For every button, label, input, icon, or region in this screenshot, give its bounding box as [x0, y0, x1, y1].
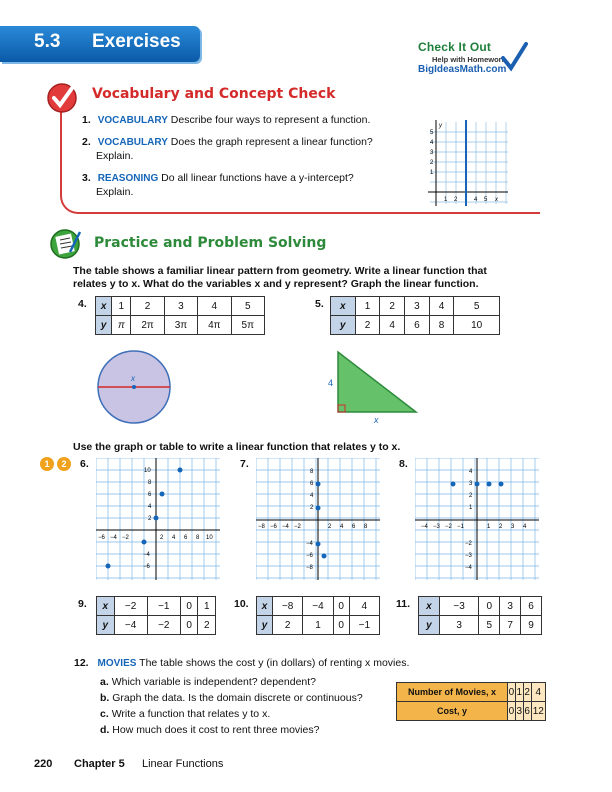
vocab-graph-tick: 3: [430, 150, 434, 156]
table-header: y: [97, 616, 115, 635]
exercise-keyword: VOCABULARY: [97, 137, 168, 148]
table-cell: 4: [429, 297, 454, 316]
table-cell: 3: [405, 297, 430, 316]
part-text: Which variable is independent? dependent?: [111, 676, 317, 688]
table-cell: 3π: [164, 316, 197, 335]
graph-tick: −8: [258, 524, 265, 530]
table-cell: 0: [508, 683, 516, 702]
graph-tick: −2: [294, 524, 301, 530]
table-cell: 0: [333, 597, 349, 616]
exercise-12: [74, 657, 409, 670]
vocab-graph-x-label: x: [495, 197, 498, 203]
table-cell: −2: [114, 597, 147, 616]
table-cell: −1: [349, 616, 379, 635]
exercise-11-number: 11.: [396, 598, 411, 610]
check-it-out-site: BigIdeasMath: [418, 64, 484, 75]
table-cell: −8: [273, 597, 303, 616]
vocab-graph-tick: 1: [430, 170, 434, 176]
exercise-5-number: 5.: [315, 298, 324, 310]
table-cell: 5: [479, 616, 500, 635]
table-cell: 6: [521, 597, 542, 616]
table-cell: 0: [180, 597, 198, 616]
graph-tick: 2: [328, 524, 332, 530]
table-cell: 6: [405, 316, 430, 335]
table-cell: 3: [439, 616, 478, 635]
graph-tick: −3: [433, 524, 440, 530]
exercise-keyword: VOCABULARY: [97, 115, 168, 126]
vocab-graph-tick: 5: [430, 130, 434, 136]
table-cell: −1: [147, 597, 180, 616]
table-cell: 1: [303, 616, 333, 635]
table-cell: 7: [500, 616, 521, 635]
table-cell: 2: [380, 297, 405, 316]
graph-tick: −6: [98, 535, 105, 541]
part-text: Write a function that relates y to x.: [111, 708, 271, 720]
table-cell: 4: [380, 316, 405, 335]
table-cell: 9: [521, 616, 542, 635]
graph-tick: 6: [352, 524, 356, 530]
exercise-3: [82, 172, 354, 185]
exercise-9-table: [96, 596, 216, 635]
graph-tick: 3: [469, 481, 473, 487]
table-cell: 2: [273, 616, 303, 635]
graph-tick: −6: [306, 553, 313, 559]
graph-tick: 4: [310, 493, 314, 499]
table-cell: 0: [180, 616, 198, 635]
graph-tick: 10: [144, 468, 151, 474]
graph-tick: −6: [270, 524, 277, 530]
table-cell: 8: [429, 316, 454, 335]
exercise-10-number: 10.: [234, 598, 249, 610]
graph-tick: −4: [306, 541, 313, 547]
part-text: How much does it cost to rent three movies?: [112, 724, 320, 736]
exercise-keyword: MOVIES: [97, 658, 137, 669]
table-header: y: [419, 616, 440, 635]
exercise-9-number: 9.: [78, 598, 87, 610]
table-header: x: [331, 297, 356, 316]
exercise-number: 3.: [82, 172, 91, 184]
exercise-4-number: 4.: [78, 298, 87, 310]
section-number: 5.3: [34, 31, 61, 52]
table-cell: 2π: [131, 316, 164, 335]
exercise-number: 2.: [82, 136, 91, 148]
practice-instructions-1: The table shows a familiar linear pattern from geometry. Write a linear function that: [73, 265, 487, 277]
table-cell: 3: [500, 597, 521, 616]
table-header: x: [97, 597, 115, 616]
table-cell: 2: [198, 616, 216, 635]
table-cell: 2: [131, 297, 164, 316]
vocab-graph-tick: 4: [474, 197, 478, 203]
table-header: x: [419, 597, 440, 616]
check-it-out-logo: Check It Out: [418, 40, 492, 54]
graph-tick: 6: [184, 535, 188, 541]
exercise-12c: [100, 708, 270, 721]
graph-tick: 1: [487, 524, 491, 530]
graph-tick: −2: [465, 541, 472, 547]
vocab-graph-tick: 2: [430, 160, 434, 166]
example-badge-1[interactable]: 1: [40, 457, 54, 471]
vocab-graph-tick: 4: [430, 140, 434, 146]
movies-table: [396, 682, 546, 721]
exercise-11-table: [418, 596, 542, 635]
table-cell: 10: [454, 316, 500, 335]
table-cell: −3: [439, 597, 478, 616]
graph-tick: 4: [148, 504, 152, 510]
table-header: y: [96, 316, 112, 335]
table-cell: 0: [479, 597, 500, 616]
table-cell: −2: [147, 616, 180, 635]
table-cell: −4: [114, 616, 147, 635]
practice-icon: [48, 226, 84, 260]
graph-tick: 1: [469, 505, 473, 511]
triangle-base-label: x: [374, 415, 379, 425]
table-header: y: [331, 316, 356, 335]
graph-tick: −2: [445, 524, 452, 530]
graph-tick: 3: [511, 524, 515, 530]
graph-tick: −4: [421, 524, 428, 530]
table-header: Cost, y: [397, 702, 508, 721]
exercise-text: Does the graph represent a linear function?: [170, 136, 373, 148]
circle-diameter-label: x: [131, 374, 135, 383]
exercise-6-number: 6.: [80, 458, 89, 470]
table-cell: 1: [198, 597, 216, 616]
exercise-2-cont: Explain.: [96, 150, 134, 162]
exercise-8-graph: [415, 458, 539, 580]
graph-tick: 6: [310, 481, 314, 487]
chapter-label: Chapter 5: [74, 758, 125, 770]
checkmark-icon: [500, 40, 528, 74]
practice-instructions-3: Use the graph or table to write a linear function that relates y to x.: [73, 441, 401, 453]
graph-tick: 2: [160, 535, 164, 541]
part-letter: b.: [100, 692, 110, 704]
exercise-12b: [100, 692, 363, 705]
graph-tick: 4: [523, 524, 527, 530]
table-header: Number of Movies, x: [397, 683, 508, 702]
table-cell: 1: [515, 683, 523, 702]
part-letter: c.: [100, 708, 109, 720]
table-cell: 2: [355, 316, 380, 335]
table-cell: 12: [531, 702, 545, 721]
exercise-5-table: [330, 296, 500, 335]
check-it-out-link[interactable]: [418, 64, 506, 75]
graph-tick: −8: [306, 565, 313, 571]
exercise-text: Do all linear functions have a y-intercept?: [161, 172, 354, 184]
red-check-icon: [45, 80, 83, 114]
vocab-graph-tick: 2: [454, 197, 458, 203]
exercise-12a: [100, 676, 316, 689]
exercise-text: The table shows the cost y (in dollars) of renting x movies.: [139, 657, 410, 669]
table-cell: 1: [355, 297, 380, 316]
table-cell: 5π: [231, 316, 264, 335]
table-cell: 4: [531, 683, 545, 702]
graph-tick: −4: [110, 535, 117, 541]
exercise-number: 12.: [74, 657, 89, 669]
exercise-text: Describe four ways to represent a function.: [170, 114, 371, 126]
circle-figure: [94, 348, 174, 426]
part-letter: d.: [100, 724, 110, 736]
exercise-6-graph: [96, 458, 220, 580]
table-cell: 2: [523, 683, 531, 702]
graph-tick: −2: [122, 535, 129, 541]
exercise-12d: [100, 724, 319, 737]
exercise-4-table: [95, 296, 265, 335]
section-title: Exercises: [92, 31, 181, 52]
graph-tick: −3: [465, 553, 472, 559]
graph-tick: 8: [148, 480, 152, 486]
graph-tick: −4: [465, 565, 472, 571]
exercise-2: [82, 136, 373, 149]
graph-tick: 4: [340, 524, 344, 530]
table-cell: 3: [515, 702, 523, 721]
triangle-figure: [322, 348, 422, 426]
exercise-keyword: REASONING: [97, 173, 159, 184]
exercise-10-table: [256, 596, 380, 635]
table-cell: 4π: [198, 316, 231, 335]
table-cell: 3: [164, 297, 197, 316]
table-cell: 4: [349, 597, 379, 616]
graph-tick: 2: [469, 493, 473, 499]
graph-tick: 8: [310, 469, 314, 475]
example-badge-2[interactable]: 2: [57, 457, 71, 471]
check-it-out-subtitle: Help with Homework: [432, 55, 506, 64]
graph-tick: −4: [143, 552, 150, 558]
vocab-graph-tick: 5: [484, 197, 488, 203]
graph-tick: −4: [282, 524, 289, 530]
table-cell: π: [112, 316, 131, 335]
exercise-number: 1.: [82, 114, 91, 126]
part-text: Graph the data. Is the domain discrete or continuous?: [112, 692, 363, 704]
graph-tick: 2: [499, 524, 503, 530]
vocab-graph-tick: 1: [444, 197, 448, 203]
exercise-1: [82, 114, 370, 127]
chapter-title: Linear Functions: [142, 758, 224, 770]
vocab-graph: [422, 118, 510, 210]
graph-tick: −1: [457, 524, 464, 530]
graph-tick: 8: [364, 524, 368, 530]
practice-title: Practice and Problem Solving: [94, 235, 327, 251]
graph-tick: 6: [148, 492, 152, 498]
table-header: x: [257, 597, 273, 616]
vocab-graph-y-label: y: [439, 123, 442, 129]
table-cell: 5: [231, 297, 264, 316]
graph-tick: 4: [469, 469, 473, 475]
table-cell: 1: [112, 297, 131, 316]
graph-tick: 2: [148, 516, 152, 522]
graph-tick: −6: [143, 564, 150, 570]
table-header: y: [257, 616, 273, 635]
table-header: x: [96, 297, 112, 316]
page-number: 220: [34, 758, 53, 770]
vocab-title: Vocabulary and Concept Check: [92, 86, 336, 102]
exercise-7-graph: [256, 458, 380, 580]
practice-instructions-2: relates y to x. What do the variables x and y represent? Graph the linear function.: [73, 278, 479, 290]
table-cell: 0: [508, 702, 516, 721]
exercise-8-number: 8.: [399, 458, 408, 470]
graph-tick: 10: [206, 535, 213, 541]
table-cell: 0: [333, 616, 349, 635]
graph-tick: 4: [172, 535, 176, 541]
table-cell: 4: [198, 297, 231, 316]
exercise-7-number: 7.: [240, 458, 249, 470]
exercise-3-cont: Explain.: [96, 186, 134, 198]
graph-tick: 2: [310, 505, 314, 511]
check-it-out-site-suffix: .com: [483, 64, 507, 75]
table-cell: 5: [454, 297, 500, 316]
table-cell: 6: [523, 702, 531, 721]
table-cell: −4: [303, 597, 333, 616]
part-letter: a.: [100, 676, 109, 688]
graph-tick: 8: [196, 535, 200, 541]
triangle-height-label: 4: [328, 378, 334, 388]
